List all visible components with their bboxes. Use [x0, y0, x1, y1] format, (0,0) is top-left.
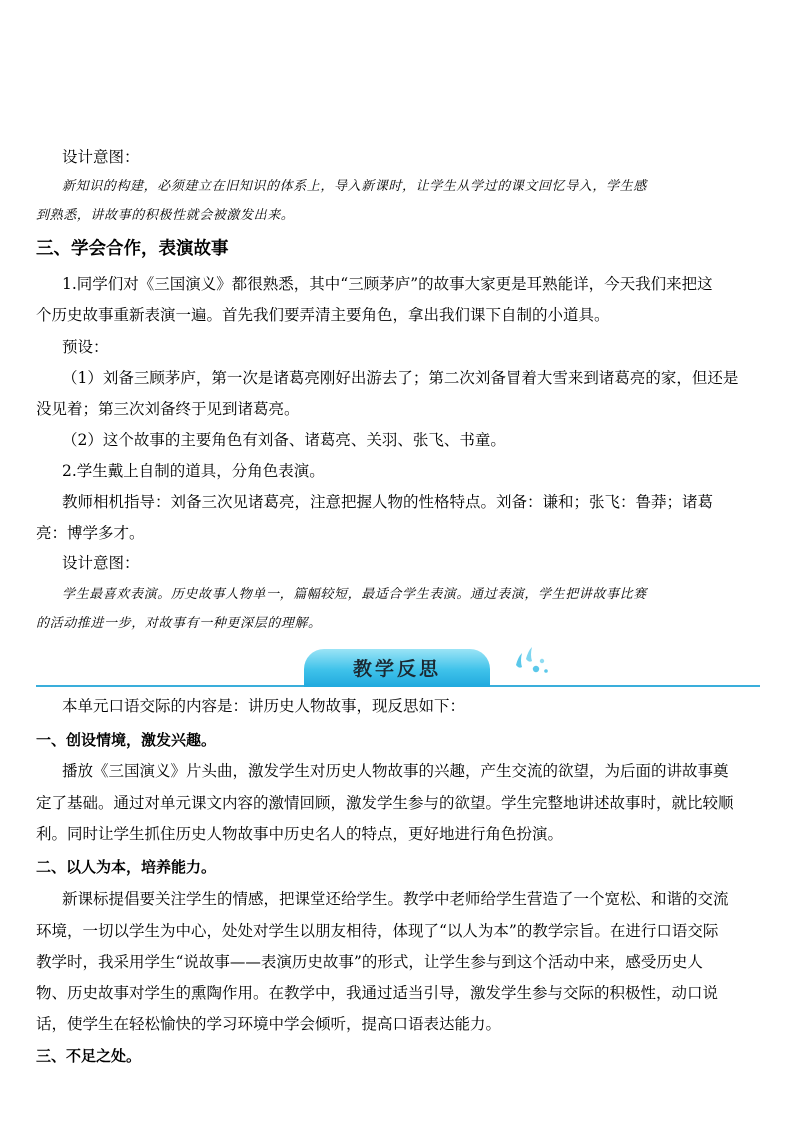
section-heading-3: 三、学会合作，表演故事 — [36, 239, 229, 259]
design-intent-label-2: 设计意图： — [62, 554, 140, 572]
teacher-guidance-b: 亮：博学多才。 — [36, 524, 145, 542]
reflection-banner — [36, 645, 760, 691]
preset-item-2: （2）这个故事的主要角色有刘备、诸葛亮、关羽、张飞、书童。 — [62, 431, 506, 449]
reflection-title: 教学反思 — [352, 658, 441, 680]
preset-label: 预设： — [62, 338, 109, 356]
preset-item-1b: 没见着；第三次刘备终于见到诸葛亮。 — [36, 400, 300, 418]
reflection-intro: 本单元口语交际的内容是：讲历史人物故事，现反思如下： — [62, 697, 466, 715]
reflection-heading-3: 三、不足之处。 — [36, 1047, 142, 1065]
design-intent-text-2b: 的活动推进一步，对故事有一种更深层的理解。 — [36, 616, 322, 631]
reflection-para-2c: 教学时，我采用学生“说故事——表演历史故事”的形式，让学生参与到这个活动中来，感受历史人 — [36, 953, 703, 971]
reflection-para-2e: 话，使学生在轻松愉快的学习环境中学会倾听，提高口语表达能力。 — [36, 1015, 502, 1033]
reflection-para-1b: 定了基础。通过对单元课文内容的激情回顾，激发学生参与的欲望。学生完整地讲述故事时，就比较顺 — [36, 794, 734, 812]
reflection-heading-1: 一、创设情境，激发兴趣。 — [36, 731, 217, 749]
teacher-guidance-a: 教师相机指导：刘备三次见诸葛亮，注意把握人物的性格特点。刘备：谦和；张飞：鲁莽；诸葛 — [62, 493, 714, 511]
droplets-icon — [506, 645, 554, 681]
paragraph-2: 2.学生戴上自制的道具，分角色表演。 — [62, 462, 325, 480]
design-intent-text-1a: 新知识的构建，必须建立在旧知识的体系上，导入新课时，让学生从学过的课文回忆导入，学生感 — [62, 179, 647, 194]
reflection-para-1a: 播放《三国演义》片头曲，激发学生对历史人物故事的兴趣，产生交流的欲望，为后面的讲故事奠 — [62, 762, 729, 780]
design-intent-text-2a: 学生最喜欢表演。历史故事人物单一，篇幅较短，最适合学生表演。通过表演，学生把讲故事比赛 — [62, 587, 647, 602]
design-intent-label-1: 设计意图： — [62, 148, 140, 166]
reflection-para-1c: 利。同时让学生抓住历史人物故事中历史名人的特点，更好地进行角色扮演。 — [36, 825, 564, 843]
paragraph-1a: 1.同学们对《三国演义》都很熟悉，其中“三顾茅庐”的故事大家更是耳熟能详，今天我们来把这 — [62, 275, 713, 293]
reflection-para-2d: 物、历史故事对学生的熏陶作用。在教学中，我通过适当引导，激发学生参与交际的积极性，动口说 — [36, 984, 719, 1002]
reflection-para-2a: 新课标提倡要关注学生的情感，把课堂还给学生。教学中老师给学生营造了一个宽松、和谐的交流 — [62, 890, 729, 908]
reflection-heading-2: 二、以人为本，培养能力。 — [36, 858, 217, 876]
reflection-para-2b: 环境，一切以学生为中心，处处对学生以朋友相待，体现了“以人为本”的教学宗旨。在进行口语交际 — [36, 922, 719, 940]
design-intent-text-1b: 到熟悉，讲故事的积极性就会被激发出来。 — [36, 208, 295, 223]
preset-item-1a: （1）刘备三顾茅庐，第一次是诸葛亮刚好出游去了；第二次刘备冒着大雪来到诸葛亮的家，但还是 — [62, 369, 739, 387]
paragraph-1b: 个历史故事重新表演一遍。首先我们要弄清主要角色，拿出我们课下自制的小道具。 — [36, 306, 610, 324]
